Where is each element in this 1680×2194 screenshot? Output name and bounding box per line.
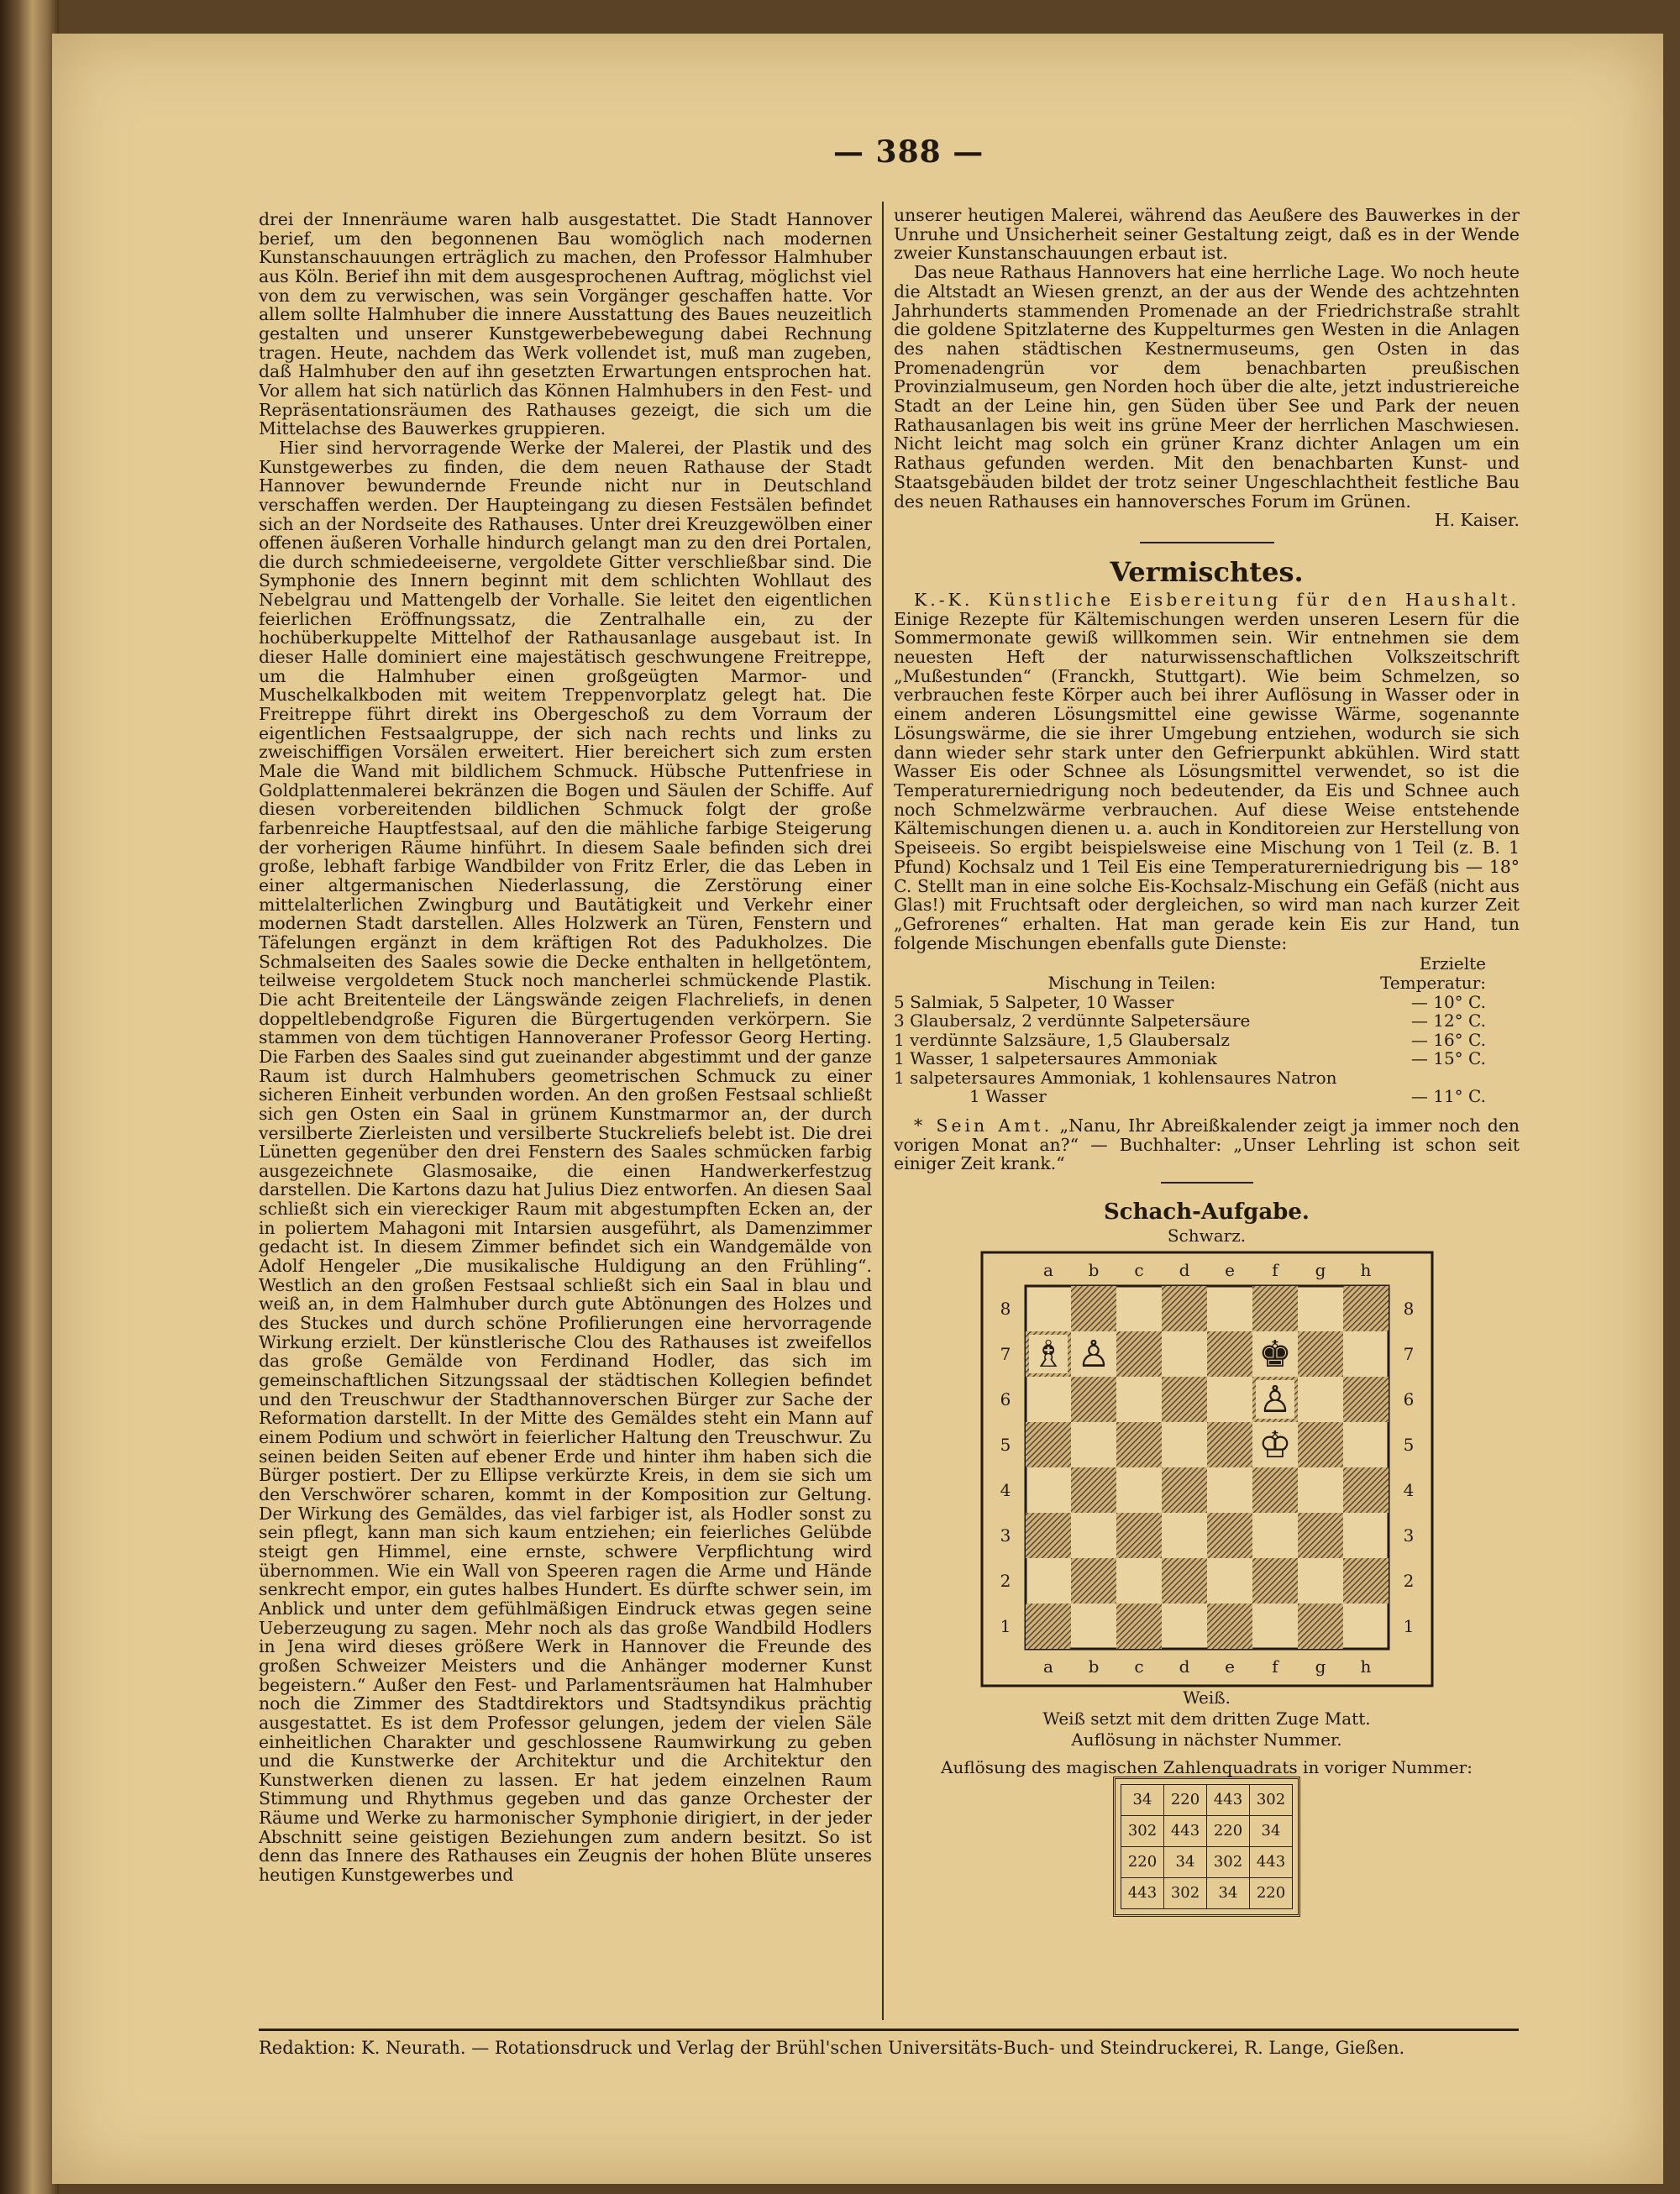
magic-cell: 302	[1164, 1878, 1207, 1909]
chess-square-c5	[1116, 1422, 1162, 1467]
magic-square	[1121, 1784, 1293, 1909]
chess-square-c7	[1116, 1331, 1162, 1377]
chess-square-g1	[1298, 1604, 1343, 1649]
chess-piece-a7: ♗	[1031, 1333, 1065, 1377]
magic-square-row	[1121, 1785, 1293, 1816]
chess-file-label-top: c	[1133, 1260, 1144, 1281]
temp-cell: — 15° C.	[1410, 1048, 1486, 1069]
temp-cell: — 16° C.	[1410, 1029, 1486, 1050]
right-column	[894, 206, 1520, 1909]
chess-rank-label-right: 2	[1403, 1571, 1414, 1592]
previous-solution-title: Auflösung des magischen Zahlenquadrats in voriger Nummer:	[941, 1757, 1473, 1778]
chess-square-c1	[1116, 1604, 1162, 1649]
chess-file-label-top: h	[1360, 1260, 1371, 1281]
chess-square-h8	[1343, 1286, 1389, 1331]
table-row	[894, 1011, 1520, 1031]
footer-rule	[259, 2029, 1519, 2031]
magic-cell: 302	[1207, 1847, 1250, 1878]
chess-file-label-bottom: h	[1360, 1656, 1371, 1677]
magic-cell: 34	[1250, 1816, 1293, 1847]
chess-rank-label-left: 2	[1000, 1571, 1011, 1592]
chess-file-label-top: e	[1224, 1260, 1235, 1281]
chess-square-d8	[1162, 1286, 1207, 1331]
mix-cell: 1 verdünnte Salzsäure, 1,5 Glaubersalz	[894, 1029, 1230, 1050]
left-column	[259, 210, 872, 1885]
magic-cell: 443	[1121, 1878, 1164, 1909]
chess-rank-label-left: 7	[1000, 1344, 1011, 1365]
chess-rank-label-left: 1	[1000, 1616, 1011, 1637]
magic-cell: 220	[1164, 1785, 1207, 1816]
temp-cell	[1370, 1068, 1520, 1088]
mix-cell: 1 Wasser	[969, 1086, 1047, 1107]
chess-square-d4	[1162, 1467, 1207, 1513]
chess-rank-label-right: 4	[1403, 1480, 1414, 1501]
magic-cell: 220	[1250, 1878, 1293, 1909]
chess-piece-f7: ♚	[1257, 1333, 1292, 1377]
magic-cell: 302	[1121, 1816, 1164, 1847]
chess-rank-label-left: 8	[1000, 1299, 1011, 1320]
chess-title: Schach-Aufgabe.	[1104, 1199, 1310, 1226]
chess-square-g3	[1298, 1513, 1343, 1558]
table-header-mix: Mischung in Teilen:	[1047, 972, 1216, 993]
chess-file-label-top: d	[1179, 1260, 1189, 1281]
table-row	[894, 1031, 1520, 1050]
chess-rank-label-left: 5	[1000, 1435, 1011, 1456]
magic-cell: 220	[1207, 1816, 1250, 1847]
chess-square-d6	[1162, 1377, 1207, 1422]
chess-piece-f6: ♙	[1257, 1378, 1292, 1422]
newspaper-page	[52, 34, 1663, 2184]
chess-file-label-bottom: g	[1315, 1656, 1326, 1677]
chess-solution-note: Auflösung in nächster Nummer.	[1071, 1729, 1342, 1750]
chess-file-label-top: g	[1315, 1260, 1326, 1281]
magic-cell: 443	[1164, 1816, 1207, 1847]
chess-square-f4	[1252, 1467, 1298, 1513]
chess-rank-label-right: 1	[1403, 1616, 1414, 1637]
chess-square-c3	[1116, 1513, 1162, 1558]
magic-cell: 34	[1207, 1878, 1250, 1909]
joke-title: * Sein Amt.	[914, 1115, 1053, 1136]
chess-square-a5	[1026, 1422, 1071, 1467]
chess-file-label-top: f	[1271, 1260, 1278, 1281]
chess-square-a3	[1026, 1513, 1071, 1558]
chess-rank-label-right: 6	[1403, 1389, 1414, 1410]
book-edge	[0, 0, 59, 2194]
misc-heading: Vermischtes.	[1110, 555, 1304, 588]
chess-piece-b7: ♙	[1076, 1333, 1110, 1377]
chess-square-b6	[1071, 1377, 1116, 1422]
chess-board-svg	[980, 1251, 1434, 1687]
ice-title: K.-K. Künstliche Eisbereitung für den Haushalt.	[914, 589, 1520, 610]
chess-black-label: Schwarz.	[1167, 1226, 1247, 1247]
chess-file-label-top: b	[1088, 1260, 1099, 1281]
table-row	[894, 1087, 1520, 1106]
chess-square-h4	[1343, 1467, 1389, 1513]
cold-mixture-table	[894, 954, 1520, 1106]
chess-file-label-bottom: f	[1271, 1656, 1278, 1677]
left-paragraph-1: drei der Innenräume waren halb ausgestattet. Die Stadt Hannover berief, um den begonnenen Bau womöglich nach modernen Kunstanschauungen erträglich zu machen, den Professor Halmhuber aus Köln. Berief ihn mit dem ausgesprochenen Auftrag, möglichst viel von dem zu verwischen, was sein Vorgänger geschaffen hatte. Vor allem sollte Halmhuber die innere Ausstattung des Baues neuzeitlich gestalten und unserer Kunstgewerbebewegung dabei Rechnung tragen. Heute, nachdem das Werk vollendet ist, muß man zugeben, daß Halmhuber den auf ihn gesetzten Erwartungen entsprochen hat. Vor allem hat sich natürlich das Können Halmhubers in den Fest- und Repräsentationsräumen des Rathauses gezeigt, die sich um die Mittelachse des Bauwerkes gruppieren.	[259, 209, 872, 439]
chess-square-f2	[1252, 1558, 1298, 1604]
chess-square-b8	[1071, 1286, 1116, 1331]
mix-cell: 1 salpetersaures Ammoniak, 1 kohlensaures Natron	[894, 1067, 1337, 1088]
chess-rank-label-left: 4	[1000, 1480, 1011, 1501]
table-row	[894, 993, 1520, 1012]
chess-file-label-bottom: e	[1224, 1656, 1235, 1677]
table-row	[894, 1068, 1520, 1088]
mix-cell: 1 Wasser, 1 salpetersaures Ammoniak	[894, 1048, 1217, 1069]
section-separator	[1140, 542, 1274, 543]
chess-rank-label-left: 6	[1000, 1389, 1011, 1410]
magic-square-row	[1121, 1816, 1293, 1847]
chess-square-d2	[1162, 1558, 1207, 1604]
temp-cell: — 11° C.	[1410, 1086, 1486, 1107]
magic-cell: 34	[1164, 1847, 1207, 1878]
chess-square-b4	[1071, 1467, 1116, 1513]
chess-square-e5	[1207, 1422, 1252, 1467]
right-paragraph-1: unserer heutigen Malerei, während das Aeußere des Bauwerkes in der Unruhe und Unsicherheit seiner Gestaltung zeigt, daß es in der Wende zweier Kunstanschauungen erbaut ist.	[894, 205, 1520, 264]
left-paragraph-2: Hier sind hervorragende Werke der Malerei, der Plastik und des Kunstgewerbes zu finden, die dem neuen Rathause der Stadt Hannover bewundernde Freunde nicht nur in Deutschland verschaffen werden. Der Haupteingang zu diesen Festsälen befindet sich an der Nordseite des Rathauses. Unter drei Kreuzgewölben einer offenen äußeren Vorhalle hindurch gelangt man zu den drei Portalen, die durch schmiedeeiserne, vergoldete Gitter verschließbar sind. Die Symphonie des Innern beginnt mit dem schlichten Wohllaut des Nebelgrau und Mattengelb der Vorhalle. Sie leitet den eigentlichen feierlichen Eröffnungssatz, die Zentralhalle ein, zu der hochüberkuppelte Mittelhof der Rathausanlage ausgebaut ist. In dieser Halle dominiert eine majestätisch geschwungene Freitreppe, um die Halmhuber einen großgeügten Marmor- und Muschelkalkboden mit weitem Treppenvorplatz gelegt hat. Die Freitreppe führt direkt ins Obergeschoß zu dem Vorraum der eigentlichen Festsaalgruppe, der sich nach rechts und links zu zweischiffigen Vorsälen erweitert. Hier bereichert sich zum ersten Male die Wand mit bildlichem Schmuck. Hübsche Puttenfriese in Goldplattenmalerei bekränzen die Bogen und Säulen der Schiffe. Auf diesen vorbereitenden bildlichen Schmuck folgt der große farbenreiche Hauptfestsaal, auf den die mähliche farbige Steigerung der vorherigen Räume hinführt. In diesem Saale befinden sich drei große, lebhaft farbige Wandbilder von Fritz Erler, die das Leben in einer altgermanischen Niederlassung, die Zerstörung einer mittelalterlichen Zwingburg und Bautätigkeit und Verkehr einer modernen Stadt darstellen. Alles Holzwerk an Türen, Fenstern und Täfelungen ergänzt in dem kräftigen Rot des Padukholzes. Die Schmalseiten des Saales sowie die Decke enthalten in hellgetöntem, teilweise vergoldetem Stuck noch mancherlei schmückende Plastik. Die acht Breitenteile der Längswände zeigen Flachreliefs, in denen doppeltlebendgroße Figuren die Bürgertugenden verkörpern. Sie stammen von dem tüchtigen Hannoveraner Professor Georg Herting. Die Farben des Saales sind gut zueinander abgestimmt und der ganze Raum ist durch Halmhubers geometrischen Schmuck zu einer sicheren Einheit verbunden worden. An den großen Festsaal schließt sich gen Osten ein Saal in grünem Kunstmarmor an, der durch versilberte Zierleisten und versilberte Stuckreliefs belebt ist. Die drei Lünetten gegenüber den drei Fenstern des Saales schmücken farbig ausgezeichnete Glasmosaike, die einen Handwerkerfestzug darstellen. Die Kartons dazu hat Julius Diez entworfen. An diesen Saal schließt sich ein viereckiger Raum mit abgestumpften Ecken an, der in poliertem Mahagoni mit Intarsien ausgeführt, als Damenzimmer gedacht ist. In diesem Zimmer befindet sich ein Wandgemälde von Adolf Hengeler „Die musikalische Huldigung an den Frühling“. Westlich an den großen Festsaal schließt sich ein Saal in blau und weiß an, in dem Halmhuber durch gute Abtönungen des Holzes und des Stuckes und durch schöne Profilierungen eine hervorragende Wirkung erzielt. Der künstlerische Clou des Rathauses ist zweifellos das große Gemälde von Ferdinand Hodler, das sich im gemeinschaftlichen Sitzungssaal der städtischen Kollegien befindet und den Treuschwur der Stadthannoverschen Bürger zur Sache der Reformation darstellt. In der Mitte des Gemäldes steht ein Mann auf einem Podium und schwört in feierlicher Haltung den Treuschwur. Zu seinen beiden Seiten auf ebener Erde und hinter ihm haben sich die Bürger postiert. Der zu Ellipse verkürzte Kreis, in dem sie sich um den Verschwörer scharen, kommt in der Komposition zur Geltung. Der Wirkung des Gemäldes, das viel farbiger ist, als Hodler sonst zu sein pflegt, kann man sich kaum entziehen; ein feierliches Gelübde steigt gen Himmel, eine ernste, schwere Verpflichtung wird übernommen. Wie ein Wall von Speeren ragen die Arme und Hände senkrecht empor, ein gutes halbes Hundert. Es dürfte schwer sein, im Anblick und unter dem gefühlmäßigen Eindruck etwas gegen seine Ueberzeugung zu sagen. Mehr noch als das große Wandbild Hodlers in Jena wird dieses größere Werk in Hannover die Freunde des großen Schweizer Meisters und die Anhänger moderner Kunst begeistern.“ Außer den Fest- und Parlamentsräumen hat Halmhuber noch die Zimmer des Stadtdirektors und Stadtsyndikus prächtig ausgestattet. Es ist dem Professor gelungen, jedem der vielen Säle einheitlichen Charakter und geschlossene Raumwirkung zu geben und die Kunstwerke der Architektur und die Architektur den Kunstwerken dienen zu lassen. Er hat jedem einzelnen Raum Stimmung und Rhythmus gegeben und das ganze Orchester der Räume und Werke zu harmonischer Symphonie dirigiert, in der jeder Abschnitt seine geistigen Beziehungen zum andern besitzt. So ist denn das Innere des Rathauses ein Zeugnis der hohen Blüte unseres heutigen Kunstgewerbes und	[259, 437, 872, 1886]
mix-cell: 5 Salmiak, 5 Salpeter, 10 Wasser	[894, 991, 1174, 1012]
chess-file-label-top: a	[1042, 1260, 1053, 1281]
chess-square-h2	[1343, 1558, 1389, 1604]
table-row	[894, 1049, 1520, 1068]
chess-square-b2	[1071, 1558, 1116, 1604]
chess-square-f8	[1252, 1286, 1298, 1331]
chess-square-g5	[1298, 1422, 1343, 1467]
temp-cell: — 12° C.	[1410, 1010, 1486, 1031]
article-author: H. Kaiser.	[1434, 510, 1520, 531]
chess-problem-text: Weiß setzt mit dem dritten Zuge Matt.	[1042, 1708, 1371, 1729]
ice-text: Einige Rezepte für Kältemischungen werden unseren Lesern für die Sommermonate gewiß willkommen sein. Wir entnehmen sie dem neuesten Heft der naturwissenschaftlichen Volkszeitschrift „Mußestunden“ (Franckh, Stuttgart). Wie beim Schmelzen, so verbrauchen feste Körper auch bei ihrer Auflösung in Wasser oder in einem anderen Lösungsmittel eine gewisse Wärme, sogenannte Lösungswärme, die sie ihrer Umgebung entziehen, wodurch sie sich dann wieder sehr stark unter den Gefrierpunkt abkühlen. Wird statt Wasser Eis oder Schnee als Lösungsmittel verwendet, so ist die Temperaturerniedrigung noch bedeutender, da Eis und Schnee auch noch Schmelzwärme verbrauchen. Auf diese Weise entstehende Kältemischungen dienen u. a. auch in Konditoreien zur Herstellung von Speiseeis. So ergibt beispielsweise eine Mischung von 1 Teil (z. B. 1 Pfund) Kochsalz und 1 Teil Eis eine Temperaturerniedrigung bis — 18° C. Stellt man in eine solche Eis-Kochsalz-Mischung ein Gefäß (nicht aus Glas!) mit Fruchtsaft oder dergleichen, so wird man nach kurzer Zeit „Gefrorenes“ erhalten. Hat man gerade kein Eis zur Hand, tun folgende Mischungen ebenfalls gute Dienste:	[894, 608, 1520, 953]
chess-rank-label-right: 7	[1403, 1344, 1414, 1365]
magic-square-row	[1121, 1878, 1293, 1909]
column-divider	[882, 202, 884, 2020]
chess-square-e3	[1207, 1513, 1252, 1558]
magic-cell: 302	[1250, 1785, 1293, 1816]
chess-white-label: Weiß.	[1183, 1687, 1231, 1708]
chess-rank-label-right: 8	[1403, 1299, 1414, 1320]
chess-rank-label-right: 5	[1403, 1435, 1414, 1456]
magic-cell: 220	[1121, 1847, 1164, 1878]
footer-imprint: Redaktion: K. Neurath. — Rotationsdruck und Verlag der Brühl'schen Universitäts-Buch- und Steindruckerei, R. Lange, Gießen.	[259, 2038, 1405, 2058]
chess-file-label-bottom: c	[1133, 1656, 1144, 1677]
chess-square-h6	[1343, 1377, 1389, 1422]
chess-square-e7	[1207, 1331, 1252, 1377]
magic-cell: 443	[1250, 1847, 1293, 1878]
chess-file-label-bottom: a	[1042, 1656, 1053, 1677]
joke-text: „Nanu, Ihr Abreißkalender zeigt ja immer noch den vorigen Monat an?“ — Buchhalter: „Unser Lehrling ist schon seit einiger Zeit krank.“	[894, 1115, 1520, 1174]
right-paragraph-2: Das neue Rathaus Hannovers hat eine herrliche Lage. Wo noch heute die Altstadt an Wiesen grenzt, an der aus der Wende des achtzehnten Jahrhunderts stammenden Promenade an der Friedrichstraße strahlt die goldene Spitzlaterne des Kuppelturmes gen Westen in die Anlagen des nahen städtischen Kestnermuseums, gen Osten in das Promenadengrün vor dem benachbarten preußischen Provinzialmuseum, gen Norden hoch über die alte, jetzt industriereiche Stadt an der Leine hin, gen Süden über See und Park der neuen Rathausanlagen bis weit ins grüne Meer der herrlichen Maschwiesen. Nicht leicht mag solch ein grüner Kranz dichter Anlagen um ein Rathaus gefunden werden. Mit den benachbarten Kunst- und Staatsgebäuden bildet der trotz seiner Ungeschlachtheit festliche Bau des neuen Rathauses ein hannoversches Forum im Grünen.	[894, 262, 1520, 512]
mix-cell: 3 Glaubersalz, 2 verdünnte Salpetersäure	[894, 1010, 1251, 1031]
chess-square-a1	[1026, 1604, 1071, 1649]
page-number: — 388 —	[833, 134, 984, 170]
chess-rank-label-right: 3	[1403, 1525, 1414, 1546]
section-separator	[1161, 1182, 1253, 1184]
chess-rank-label-left: 3	[1000, 1525, 1011, 1546]
table-header-result: Erzielte	[1419, 953, 1486, 974]
table-header-temperature: Temperatur:	[1380, 972, 1486, 993]
chess-file-label-bottom: b	[1088, 1656, 1099, 1677]
chess-piece-f5: ♔	[1257, 1424, 1292, 1467]
magic-cell: 34	[1121, 1785, 1164, 1816]
chess-square-g7	[1298, 1331, 1343, 1377]
chess-file-label-bottom: d	[1179, 1656, 1189, 1677]
temp-cell: — 10° C.	[1410, 991, 1486, 1012]
chess-square-e1	[1207, 1604, 1252, 1649]
chess-diagram	[980, 1251, 1434, 1687]
magic-cell: 443	[1207, 1785, 1250, 1816]
magic-square-row	[1121, 1847, 1293, 1878]
